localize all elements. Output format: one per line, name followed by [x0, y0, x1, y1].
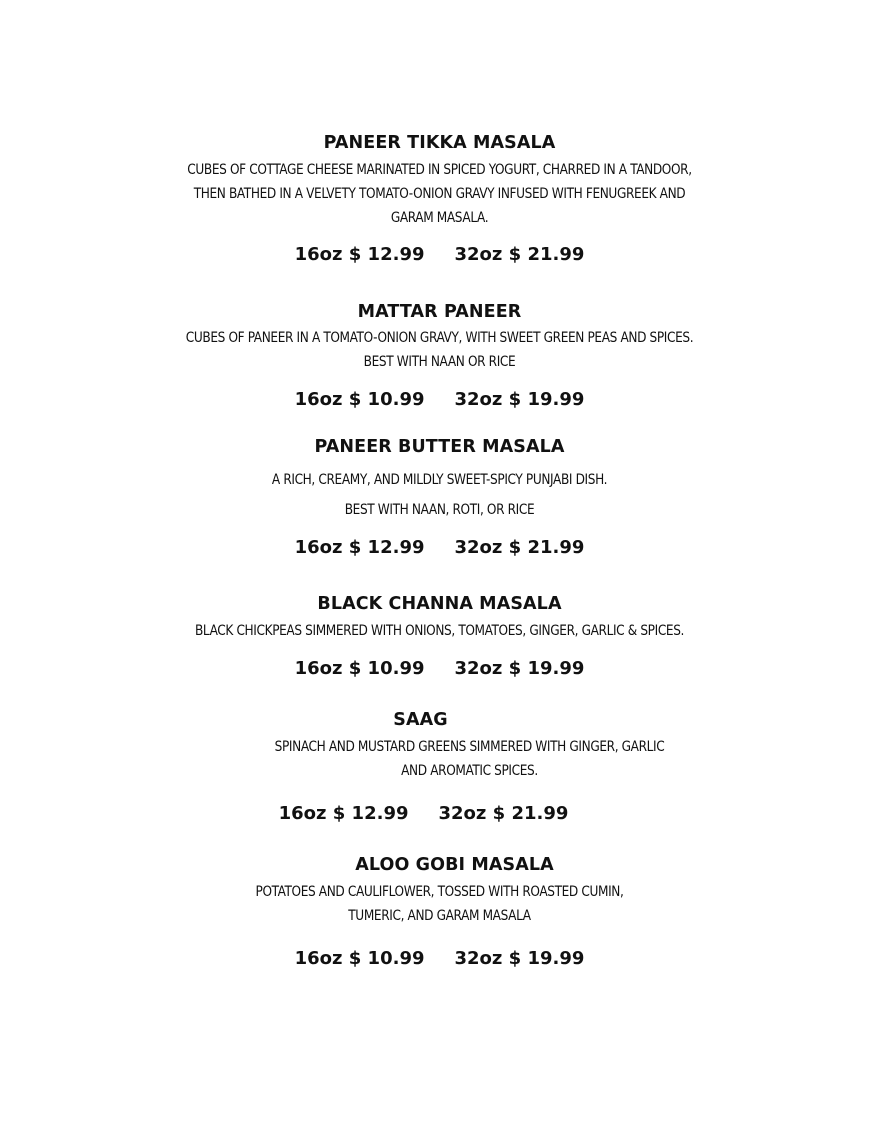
price-32oz: 32oz $ 21.99	[438, 803, 569, 824]
item-description-line: A RICH, CREAMY, AND MILDLY SWEET-SPICY PUNJABI DISH.	[271, 472, 608, 488]
item-description-line: CUBES OF PANEER IN A TOMATO-ONION GRAVY, WITH SWEET GREEN PEAS AND SPICES.	[185, 330, 694, 346]
price-32oz: 32oz $ 19.99	[454, 948, 585, 969]
item-title-paneer-tikka-masala: PANEER TIKKA MASALA	[323, 133, 556, 153]
item-description-line: TUMERIC, AND GARAM MASALA	[348, 908, 531, 924]
item-description-line: GARAM MASALA.	[390, 210, 489, 226]
price-32oz: 32oz $ 19.99	[454, 389, 585, 410]
price-16oz: 16oz $ 10.99	[294, 389, 425, 410]
item-description-line: CUBES OF COTTAGE CHEESE MARINATED IN SPICED YOGURT, CHARRED IN A TANDOOR,	[187, 162, 692, 178]
item-price-row	[0, 948, 879, 969]
item-description-line: BLACK CHICKPEAS SIMMERED WITH ONIONS, TOMATOES, GINGER, GARLIC & SPICES.	[194, 623, 685, 639]
item-title-saag: SAAG	[393, 710, 448, 730]
item-description-line: BEST WITH NAAN OR RICE	[363, 354, 516, 370]
item-title-mattar-paneer: MATTAR PANEER	[357, 302, 522, 322]
item-title-black-channa-masala: BLACK CHANNA MASALA	[317, 594, 562, 614]
item-description-line: SPINACH AND MUSTARD GREENS SIMMERED WITH GINGER, GARLIC	[274, 739, 665, 755]
price-32oz: 32oz $ 21.99	[454, 537, 585, 558]
price-32oz: 32oz $ 19.99	[454, 658, 585, 679]
item-title-paneer-butter-masala: PANEER BUTTER MASALA	[314, 437, 565, 457]
item-price-row	[0, 537, 879, 558]
price-16oz: 16oz $ 12.99	[294, 537, 425, 558]
price-16oz: 16oz $ 10.99	[294, 948, 425, 969]
item-title-aloo-gobi-masala: ALOO GOBI MASALA	[355, 855, 554, 875]
item-description-line: AND AROMATIC SPICES.	[401, 763, 538, 779]
price-16oz: 16oz $ 12.99	[278, 803, 409, 824]
item-description-line: BEST WITH NAAN, ROTI, OR RICE	[344, 502, 535, 518]
item-price-row	[0, 658, 879, 679]
price-16oz: 16oz $ 10.99	[294, 658, 425, 679]
item-description-line: POTATOES AND CAULIFLOWER, TOSSED WITH ROASTED CUMIN,	[255, 884, 624, 900]
item-price-row	[0, 244, 879, 265]
price-16oz: 16oz $ 12.99	[294, 244, 425, 265]
item-description-line: THEN BATHED IN A VELVETY TOMATO-ONION GRAVY INFUSED WITH FENUGREEK AND	[193, 186, 686, 202]
price-32oz: 32oz $ 21.99	[454, 244, 585, 265]
item-price-row	[0, 803, 863, 824]
item-price-row	[0, 389, 879, 410]
